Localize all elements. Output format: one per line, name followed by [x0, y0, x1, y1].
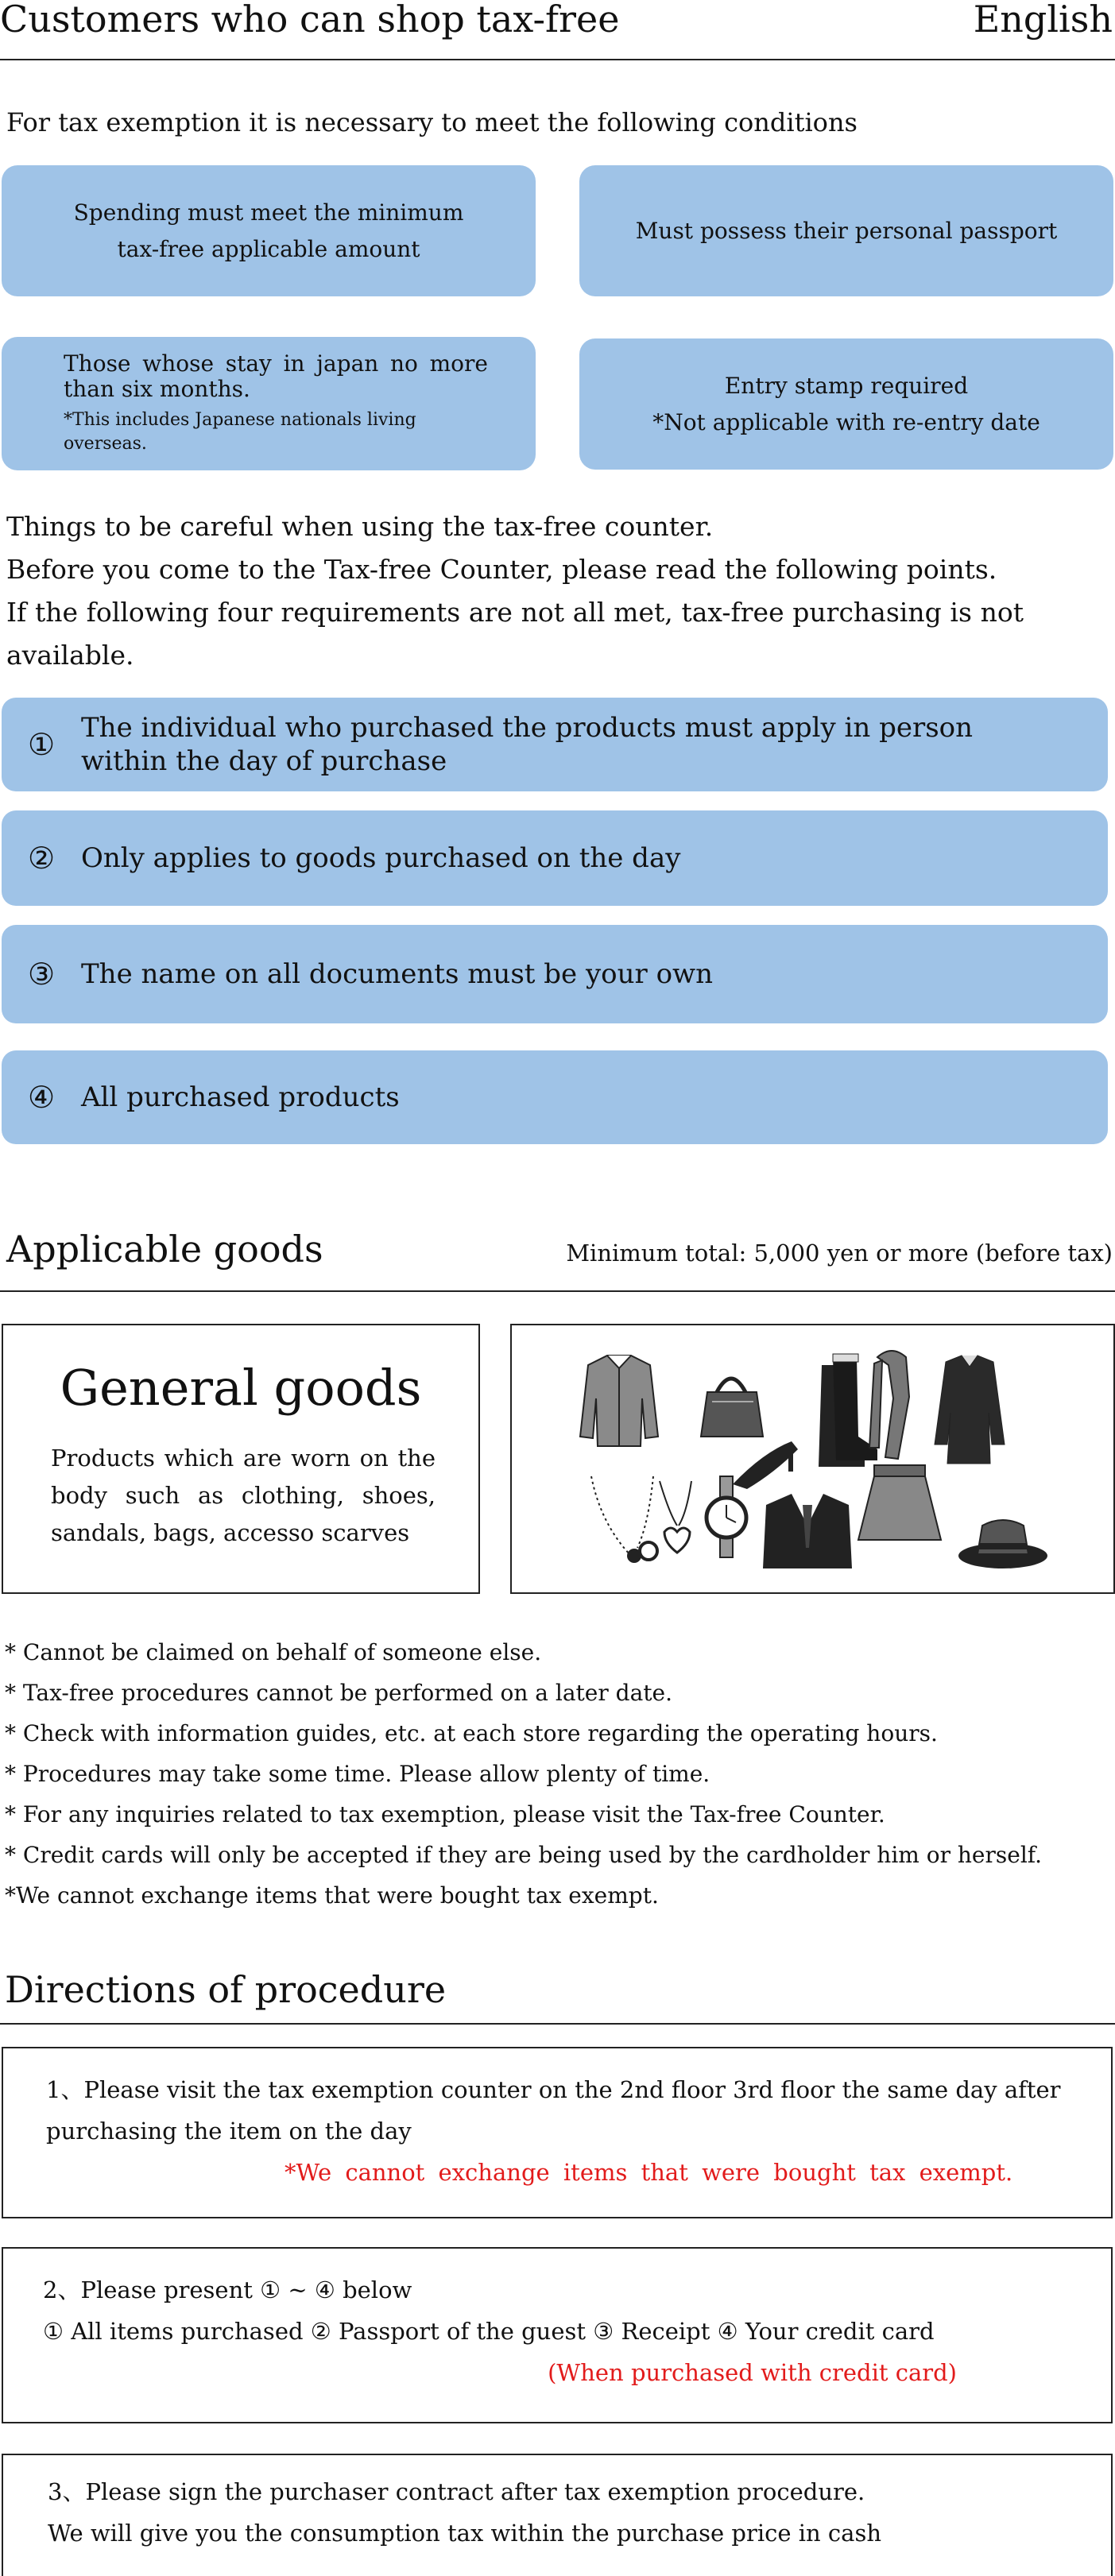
step-1-text-cont: purchasing the item on the day: [46, 2118, 412, 2145]
caution-line: If the following four requirements are not all met, tax-free purchasing is not available.: [6, 597, 1024, 671]
note-item: * Credit cards will only be accepted if they are being used by the cardholder him or herself.: [5, 1842, 1043, 1868]
scarf-icon: [869, 1351, 909, 1459]
note-item: * Procedures may take some time. Please allow plenty of time.: [5, 1761, 710, 1787]
condition-stay-duration: [2, 337, 536, 470]
general-goods-title: General goods: [60, 1359, 422, 1417]
handbag-icon: [701, 1379, 763, 1437]
note-item: * Check with information guides, etc. at each store regarding the operating hours.: [5, 1720, 938, 1746]
condition-passport: [579, 165, 1113, 296]
step-2-items: ① All items purchased ② Passport of the guest ③ Receipt ④ Your credit card: [43, 2318, 935, 2345]
conditions-intro: For tax exemption it is necessary to meet the following conditions: [6, 107, 858, 137]
notes-list: [5, 1632, 1042, 1916]
condition-note: *This includes Japanese nationals living overseas.: [64, 410, 416, 454]
general-goods-desc: Products which are worn on the body such as clothing, shoes, sandals, bags, accesso scarves: [51, 1445, 436, 1546]
caution-line: Things to be careful when using the tax-free counter.: [6, 511, 714, 542]
requirement-1: [2, 698, 1108, 791]
requirement-text: The individual who purchased the products must apply in person within the day of purchase: [81, 712, 974, 777]
requirement-number: ③: [27, 957, 56, 992]
requirement-text: All purchased products: [81, 1081, 400, 1113]
goods-minimum: Minimum total: 5,000 yen or more (before tax): [566, 1240, 1113, 1267]
step-1-text: 1、Please visit the tax exemption counter on the 2nd floor 3rd floor the same day after: [46, 2076, 1061, 2103]
skirt-icon: [858, 1465, 941, 1540]
jacket-icon: [580, 1356, 658, 1446]
goods-title: Applicable goods: [6, 1228, 323, 1271]
language-link[interactable]: English: [973, 0, 1113, 41]
note-item: *We cannot exchange items that were bought tax exempt.: [5, 1882, 659, 1909]
ring-icon: [640, 1481, 691, 1560]
note-item: * Cannot be claimed on behalf of someone else.: [5, 1639, 542, 1665]
step-2-text: 2、Please present ① ~ ④ below: [43, 2276, 412, 2303]
requirement-number: ④: [27, 1080, 56, 1115]
note-item: * For any inquiries related to tax exemption, please visit the Tax-free Counter.: [5, 1801, 885, 1828]
step-1-box: [2, 2047, 1113, 2218]
step-3-text-cont: We will give you the consumption tax within the purchase price in cash: [48, 2520, 882, 2547]
condition-entry-stamp: [579, 338, 1113, 470]
requirement-number: ②: [27, 841, 56, 876]
hat-icon: [958, 1520, 1047, 1568]
header-divider: [0, 59, 1115, 60]
goods-illustration: [512, 1325, 1113, 1592]
dress-icon: [935, 1356, 1005, 1464]
step-2-note: (When purchased with credit card): [548, 2359, 957, 2386]
page-title: Customers who can shop tax-free: [0, 0, 620, 41]
step-3-box: [2, 2454, 1113, 2576]
caution-line: Before you come to the Tax-free Counter, please read the following points.: [6, 554, 997, 585]
condition-text: tax-free applicable amount: [117, 235, 420, 262]
step-3-text: 3、Please sign the purchaser contract after tax exemption procedure.: [48, 2478, 865, 2505]
requirement-3: [2, 925, 1108, 1023]
general-goods-card: [2, 1324, 480, 1594]
requirement-text: Only applies to goods purchased on the day: [81, 842, 681, 874]
requirement-number: ①: [27, 727, 56, 762]
condition-text: *Not applicable with re-entry date: [652, 408, 1040, 435]
step-2-box: [2, 2247, 1113, 2423]
requirement-2: [2, 810, 1108, 906]
condition-text: Those whose stay in japan no more than six months.: [64, 350, 488, 402]
condition-minimum-amount: [2, 165, 536, 296]
goods-divider: [0, 1290, 1115, 1292]
step-1-warning: *We cannot exchange items that were bought tax exempt.: [285, 2159, 1013, 2186]
suit-icon: [763, 1494, 852, 1568]
boots-icon: [819, 1354, 877, 1467]
counter-cautions: [6, 505, 1024, 677]
directions-divider: [0, 2023, 1115, 2025]
watch-icon: [707, 1476, 746, 1557]
requirement-text: The name on all documents must be your own: [81, 958, 714, 990]
condition-text: Spending must meet the minimum: [73, 199, 464, 226]
note-item: * Tax-free procedures cannot be performed on a later date.: [5, 1680, 672, 1706]
heel-shoe-icon: [733, 1441, 798, 1489]
condition-text: Entry stamp required: [724, 372, 969, 399]
condition-text: Must possess their personal passport: [635, 217, 1058, 244]
directions-title: Directions of procedure: [5, 1968, 447, 2011]
requirement-4: [2, 1050, 1108, 1144]
goods-illustration-card: [510, 1324, 1115, 1594]
